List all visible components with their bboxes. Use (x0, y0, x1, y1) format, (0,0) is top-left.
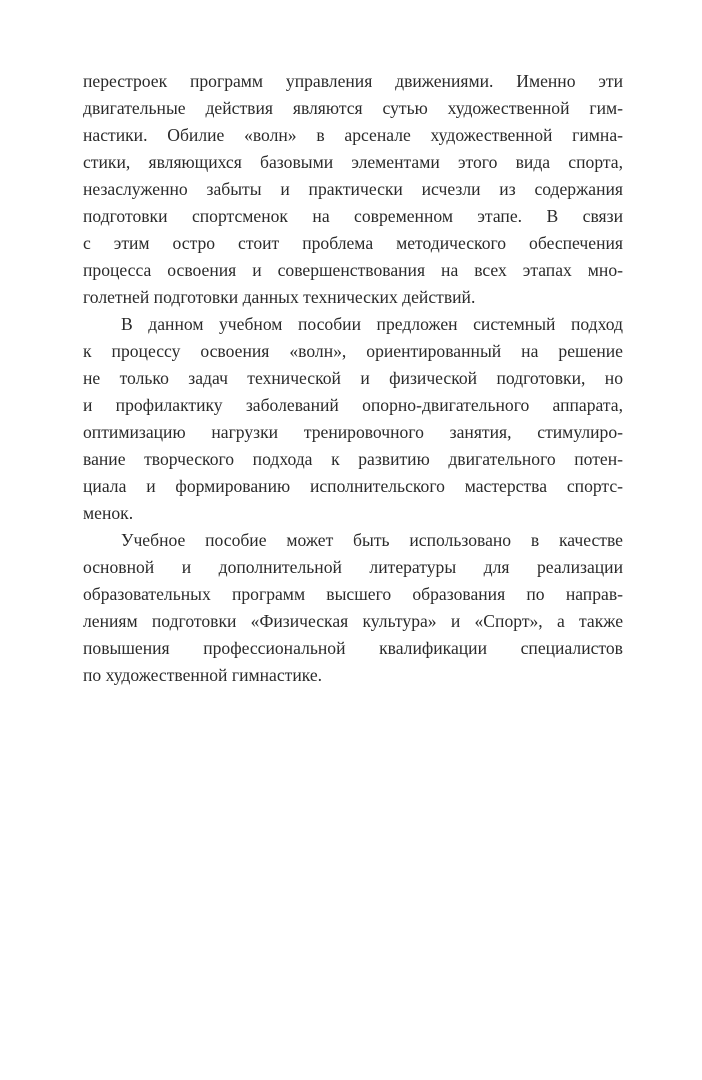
text-line: оптимизацию нагрузки тренировочного занятия, стимулиро- (83, 422, 623, 442)
text-line: с этим остро стоит проблема методического обеспечения (83, 233, 623, 253)
paragraph-1 (83, 68, 623, 311)
text-line: стики, являющихся базовыми элементами этого вида спорта, (83, 152, 623, 172)
text-line: перестроек программ управления движениями. Именно эти (83, 71, 623, 91)
text-line: вание творческого подхода к развитию двигательного потен- (83, 449, 623, 469)
body-text (83, 68, 623, 689)
text-line: менок. (83, 503, 134, 523)
text-line: процесса освоения и совершенствования на всех этапах мно- (83, 260, 623, 280)
text-line: к процессу освоения «волн», ориентированный на решение (83, 341, 623, 361)
text-line: подготовки спортсменок на современном этапе. В связи (83, 206, 623, 226)
text-line: двигательные действия являются сутью художественной гим- (83, 98, 623, 118)
paragraph-3 (83, 527, 623, 689)
text-line: образовательных программ высшего образования по направ- (83, 584, 623, 604)
text-line: основной и дополнительной литературы для реализации (83, 557, 623, 577)
text-line: циала и формированию исполнительского мастерства спортс- (83, 476, 623, 496)
text-line: настики. Обилие «волн» в арсенале художественной гимна- (83, 125, 623, 145)
text-line: В данном учебном пособии предложен системный подход (121, 314, 623, 334)
paragraph-2 (83, 311, 623, 527)
text-line: не только задач технической и физической подготовки, но (83, 368, 623, 388)
text-line: незаслуженно забыты и практически исчезли из содержания (83, 179, 623, 199)
text-line: Учебное пособие может быть использовано в качестве (121, 530, 623, 550)
text-line: лениям подготовки «Физическая культура» и «Спорт», а также (83, 611, 623, 631)
text-line: повышения профессиональной квалификации специалистов (83, 638, 623, 658)
text-line: по художественной гимнастике. (83, 665, 323, 685)
text-line: и профилактику заболеваний опорно-двигательного аппарата, (83, 395, 623, 415)
text-line: голетней подготовки данных технических действий. (83, 287, 476, 307)
